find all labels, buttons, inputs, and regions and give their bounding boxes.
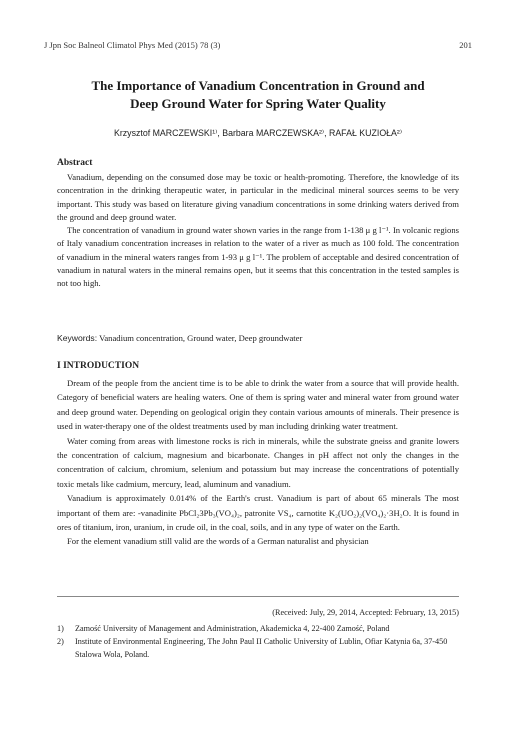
title-line-2: Deep Ground Water for Spring Water Quality bbox=[130, 96, 386, 111]
journal-citation: J Jpn Soc Balneol Climatol Phys Med (2015) 78 (3) bbox=[44, 40, 221, 50]
keywords bbox=[57, 333, 459, 343]
section-heading-introduction: I INTRODUCTION bbox=[57, 361, 140, 371]
received-dates: (Received: July, 29, 2014, Accepted: February, 13, 2015) bbox=[272, 608, 459, 617]
footnotes bbox=[57, 622, 459, 661]
page-number: 201 bbox=[459, 40, 472, 50]
abstract-paragraph: The concentration of vanadium in ground water shown varies in the range from 1-138 μ g l⁻¹. In volcanic regions of Italy vanadium concentration increases in relation to the water of a river as much as 100 fold. The concentration of vanadium in the mineral waters ranges from 1-93 μ g l⁻¹. The problem of acceptable and desired concentration of vanadium in natural waters in the mineral remains open, but it seems that this concentration in the tested samples is not too high. bbox=[57, 225, 459, 289]
footnote-number: 2) bbox=[57, 637, 64, 646]
body-paragraph: Water coming from areas with limestone rocks is rich in minerals, while the substrate gneiss and granite lowers the concentration of calcium, magnesium and bicarbonate. Changes in pH affect not only the changes in the concentration of calcium, chromium, selenium and potassium but may increase the concentrations of potentially toxic metals like cadmium, mercury, lead, aluminum and vanadium. bbox=[57, 435, 459, 489]
body-paragraph: For the element vanadium still valid are the words of a German naturalist and physician bbox=[67, 536, 369, 547]
footnote bbox=[57, 635, 459, 661]
footnote-number: 1) bbox=[57, 624, 64, 633]
paper-title bbox=[44, 77, 472, 113]
keywords-text: Vanadium concentration, Ground water, Deep groundwater bbox=[97, 333, 303, 343]
title-line-1: The Importance of Vanadium Concentration in Ground and bbox=[91, 78, 425, 93]
abstract-paragraph: Vanadium, depending on the consumed dose may be toxic or health-promoting. Therefore, the knowledge of its concentration in the drinking therapeutic water, in particular in the medicinal mineral sources seems to be very important. This study was based on literature giving vanadium concentrations in some drinking waters derived from the ground and deep ground water. bbox=[57, 172, 459, 222]
author-list: Krzysztof MARCZEWSKI¹⁾, Barbara MARCZEWSKA²⁾, RAFAŁ KUZIOŁA²⁾ bbox=[113, 128, 403, 138]
abstract-heading: Abstract bbox=[57, 158, 93, 168]
footnote-text: Institute of Environmental Engineering, The John Paul II Catholic University of Lublin, Ofiar Katynia 6a, 37-450 Stalowa Wola, Poland. bbox=[75, 637, 448, 659]
keywords-label: Keywords: bbox=[57, 333, 98, 343]
footnote-text: Zamość University of Management and Administration, Akademicka 4, 22-400 Zamość, Poland bbox=[75, 624, 390, 633]
body-paragraph: Vanadium is approximately 0.014% of the Earth's crust. Vanadium is part of about 65 minerals The most important of them are: -vanadinite PbCl₂3Pb₃(VO₄)₂, patronite VS₄, carnotite K₂(UO₂)₂(VO₄)₂·3H₂O. It is found in ores of titanium, iron, uranium, in crude oil, in the coal, soils, and in any type of water on the Earth. bbox=[57, 493, 459, 533]
abstract-body bbox=[57, 171, 459, 291]
running-header bbox=[44, 40, 472, 50]
footnote bbox=[57, 622, 459, 635]
footnote-divider bbox=[57, 596, 459, 597]
body-paragraph: Dream of the people from the ancient time is to be able to drink the water from a source that will provide health. Category of beneficial waters are healing waters. One of them is spring water and mineral water from ground water and deep ground water. Depending on geological origin they contain various amounts of minerals. Their presence is used in water-therapy one of the oldest treatments used by man including drinking water treatment. bbox=[57, 378, 459, 432]
introduction-body bbox=[57, 376, 459, 549]
